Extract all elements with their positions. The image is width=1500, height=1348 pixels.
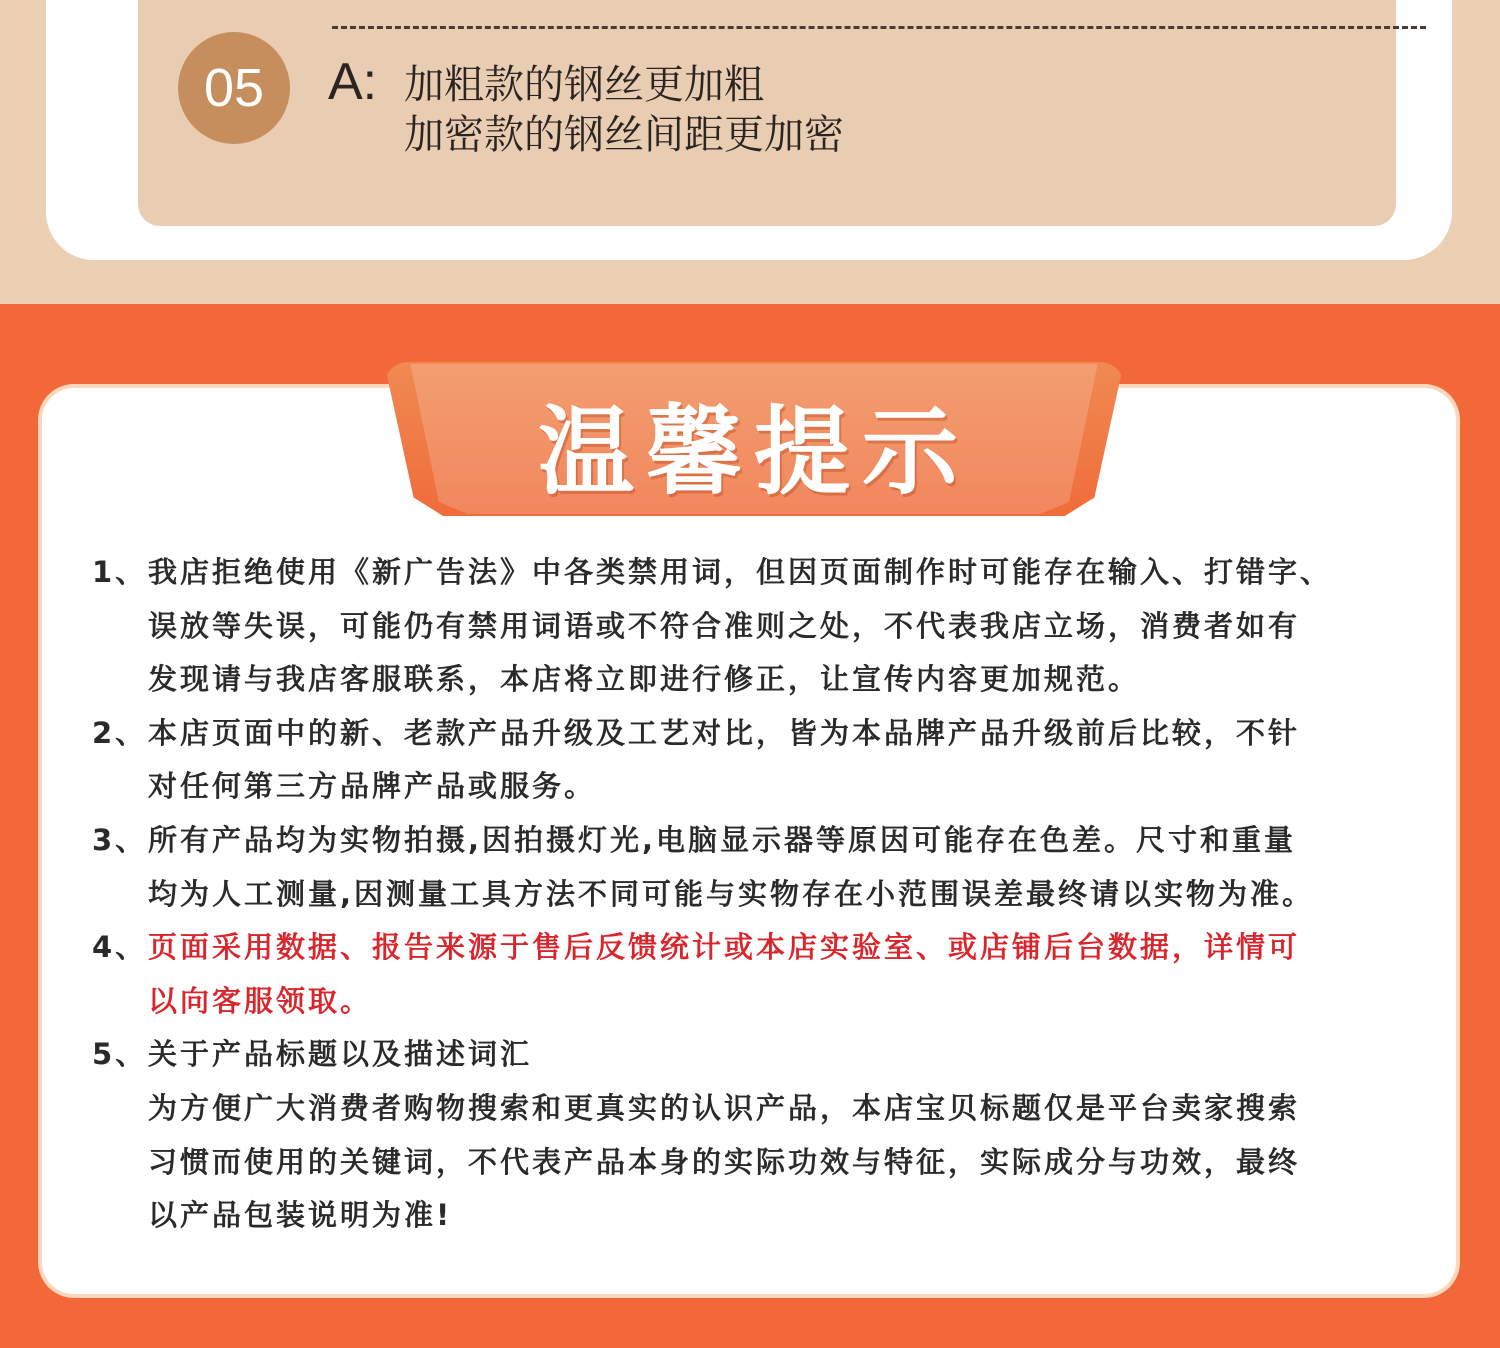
tip-item bbox=[92, 707, 1432, 814]
tip-number: 5、 bbox=[92, 1037, 148, 1072]
answer-line: 加粗款的钢丝更加粗 bbox=[404, 62, 764, 108]
dashed-divider bbox=[332, 26, 1426, 29]
tip-line: 对任何第三方品牌产品或服务。 bbox=[148, 769, 597, 804]
tip-line: 以产品包装说明为准! bbox=[148, 1198, 453, 1233]
answer-prefix: A: bbox=[328, 53, 378, 111]
tips-title: 温馨提示 bbox=[538, 396, 970, 508]
tip-line: 所有产品均为实物拍摄,因拍摄灯光,电脑显示器等原因可能存在色差。尺寸和重量 bbox=[148, 822, 1297, 857]
tip-number: 2、 bbox=[92, 715, 148, 750]
tips-list bbox=[92, 546, 1432, 1243]
tip-line: 发现请与我店客服联系，本店将立即进行修正，让宣传内容更加规范。 bbox=[148, 662, 1141, 697]
tip-line: 关于产品标题以及描述词汇 bbox=[148, 1037, 533, 1072]
faq-section bbox=[0, 0, 1500, 304]
tip-line: 均为人工测量,因测量工具方法不同可能与实物存在小范围误差最终请以实物为准。 bbox=[148, 876, 1315, 911]
tip-line: 为方便广大消费者购物搜索和更真实的认识产品，本店宝贝标题仅是平台卖家搜索 bbox=[148, 1090, 1301, 1125]
tip-line: 习惯而使用的关键词，不代表产品本身的实际功效与特征，实际成分与功效，最终 bbox=[148, 1144, 1301, 1179]
tip-item bbox=[92, 814, 1432, 921]
tip-item bbox=[92, 546, 1432, 707]
tip-number: 1、 bbox=[92, 555, 148, 589]
tip-number: 4、 bbox=[92, 930, 148, 965]
tip-line: 误放等失误，可能仍有禁用词语或不符合准则之处，不代表我店立场，消费者如有 bbox=[148, 608, 1301, 643]
tip-line: 我店拒绝使用《新广告法》中各类禁用词，但因页面制作时可能存在输入、打错字、 bbox=[148, 555, 1333, 589]
tips-section bbox=[0, 304, 1500, 1348]
tip-number: 3、 bbox=[92, 822, 148, 857]
faq-card bbox=[46, 0, 1452, 260]
tip-line: 页面采用数据、报告来源于售后反馈统计或本店实验室、或店铺后台数据，详情可 bbox=[148, 930, 1301, 965]
tip-line: 以向客服领取。 bbox=[148, 983, 373, 1018]
faq-answer-panel bbox=[138, 0, 1396, 226]
tip-item-highlighted bbox=[92, 921, 1432, 1028]
tip-item bbox=[92, 1028, 1432, 1242]
faq-number-badge: 05 bbox=[178, 32, 290, 144]
answer-line: 加密款的钢丝间距更加密 bbox=[404, 112, 844, 158]
tip-line: 本店页面中的新、老款产品升级及工艺对比，皆为本品牌产品升级前后比较，不针 bbox=[148, 715, 1301, 750]
